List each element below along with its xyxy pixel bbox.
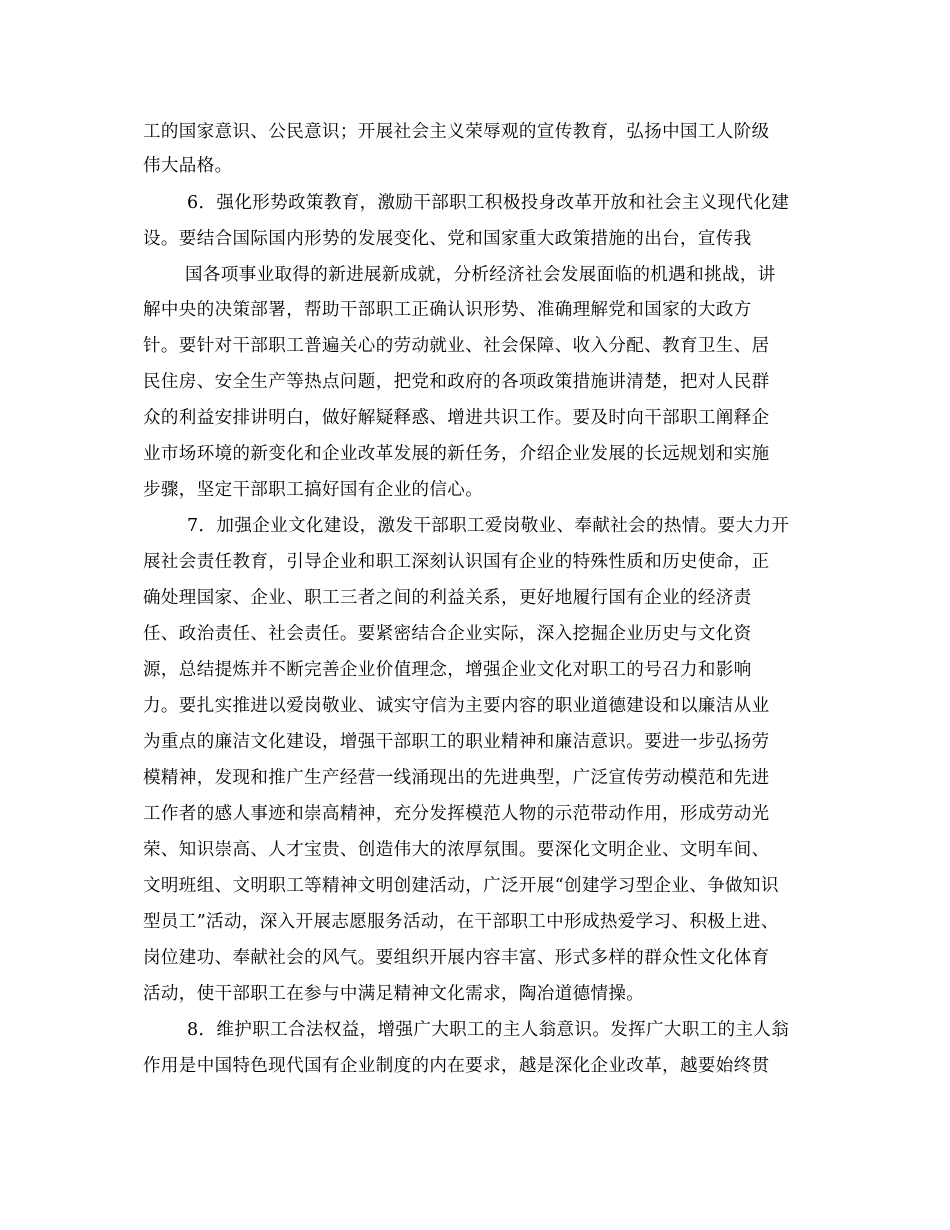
- text-line: 为重点的廉洁文化建设，增强干部职工的职业精神和廉洁意识。要进一步弘扬劳: [143, 732, 770, 752]
- text-line: 模精神，发现和推广生产经营一线涌现出的先进典型，广泛宣传劳动模范和先进: [143, 768, 770, 788]
- paragraph-8-heading: 8．维护职工合法权益，增强广大职工的主人翁意识。发挥广大职工的主人翁: [187, 1020, 790, 1040]
- text-line: 工的国家意识、公民意识；开展社会主义荣辱观的宣传教育，弘扬中国工人阶级: [143, 122, 770, 142]
- text-line: 设。要结合国际国内形势的发展变化、党和国家重大政策措施的出台，宣传我: [143, 229, 752, 249]
- text-line: 解中央的决策部署，帮助干部职工正确认识形势、准确理解党和国家的大政方: [143, 300, 752, 320]
- text-line: 荣、知识崇高、人才宝贵、创造伟大的浓厚氛围。要深化文明企业、文明车间、: [143, 840, 770, 860]
- text-line: 业市场环境的新变化和企业改革发展的新任务，介绍企业发展的长远规划和实施: [143, 444, 770, 464]
- text-line: 活动，使干部职工在参与中满足精神文化需求，陶冶道德情操。: [143, 984, 645, 1004]
- text-line: 确处理国家、企业、职工三者之间的利益关系，更好地履行国有企业的经济责: [143, 588, 752, 608]
- text-line: 展社会责任教育，引导企业和职工深刻认识国有企业的特殊性质和历史使命，正: [143, 552, 770, 572]
- text-line: 作用是中国特色现代国有企业制度的内在要求，越是深化企业改革，越要始终贯: [143, 1056, 770, 1076]
- text-line: 力。要扎实推进以爱岗敬业、诚实守信为主要内容的职业道德建设和以廉洁从业: [143, 696, 770, 716]
- text-line: 文明班组、文明职工等精神文明创建活动，广泛开展“创建学习型企业、争做知识: [143, 876, 779, 896]
- text-line: 伟大品格。: [143, 156, 233, 176]
- text-line: 国各项事业取得的新进展新成就，分析经济社会发展面临的机遇和挑战，讲: [185, 265, 776, 285]
- paragraph-6-heading: 6．强化形势政策教育，激励干部职工积极投身改革开放和社会主义现代化建: [187, 193, 790, 213]
- text-line: 型员工”活动，深入开展志愿服务活动，在干部职工中形成热爱学习、积极上进、: [143, 912, 779, 932]
- text-line: 针。要针对干部职工普遍关心的劳动就业、社会保障、收入分配、教育卫生、居: [143, 336, 770, 356]
- text-line: 民住房、安全生产等热点问题，把党和政府的各项政策措施讲清楚，把对人民群: [143, 372, 770, 392]
- text-line: 工作者的感人事迹和崇高精神，充分发挥模范人物的示范带动作用，形成劳动光: [143, 804, 770, 824]
- paragraph-7-heading: 7．加强企业文化建设，激发干部职工爱岗敬业、奉献社会的热情。要大力开: [187, 516, 790, 536]
- text-line: 步骤，坚定干部职工搞好国有企业的信心。: [143, 480, 484, 500]
- text-line: 源，总结提炼并不断完善企业价值理念，增强企业文化对职工的号召力和影响: [143, 660, 752, 680]
- text-line: 众的利益安排讲明白，做好解疑释惑、增进共识工作。要及时向干部职工阐释企: [143, 408, 770, 428]
- text-line: 任、政治责任、社会责任。要紧密结合企业实际，深入挖掘企业历史与文化资: [143, 624, 752, 644]
- text-line: 岗位建功、奉献社会的风气。要组织开展内容丰富、形式多样的群众性文化体育: [143, 948, 770, 968]
